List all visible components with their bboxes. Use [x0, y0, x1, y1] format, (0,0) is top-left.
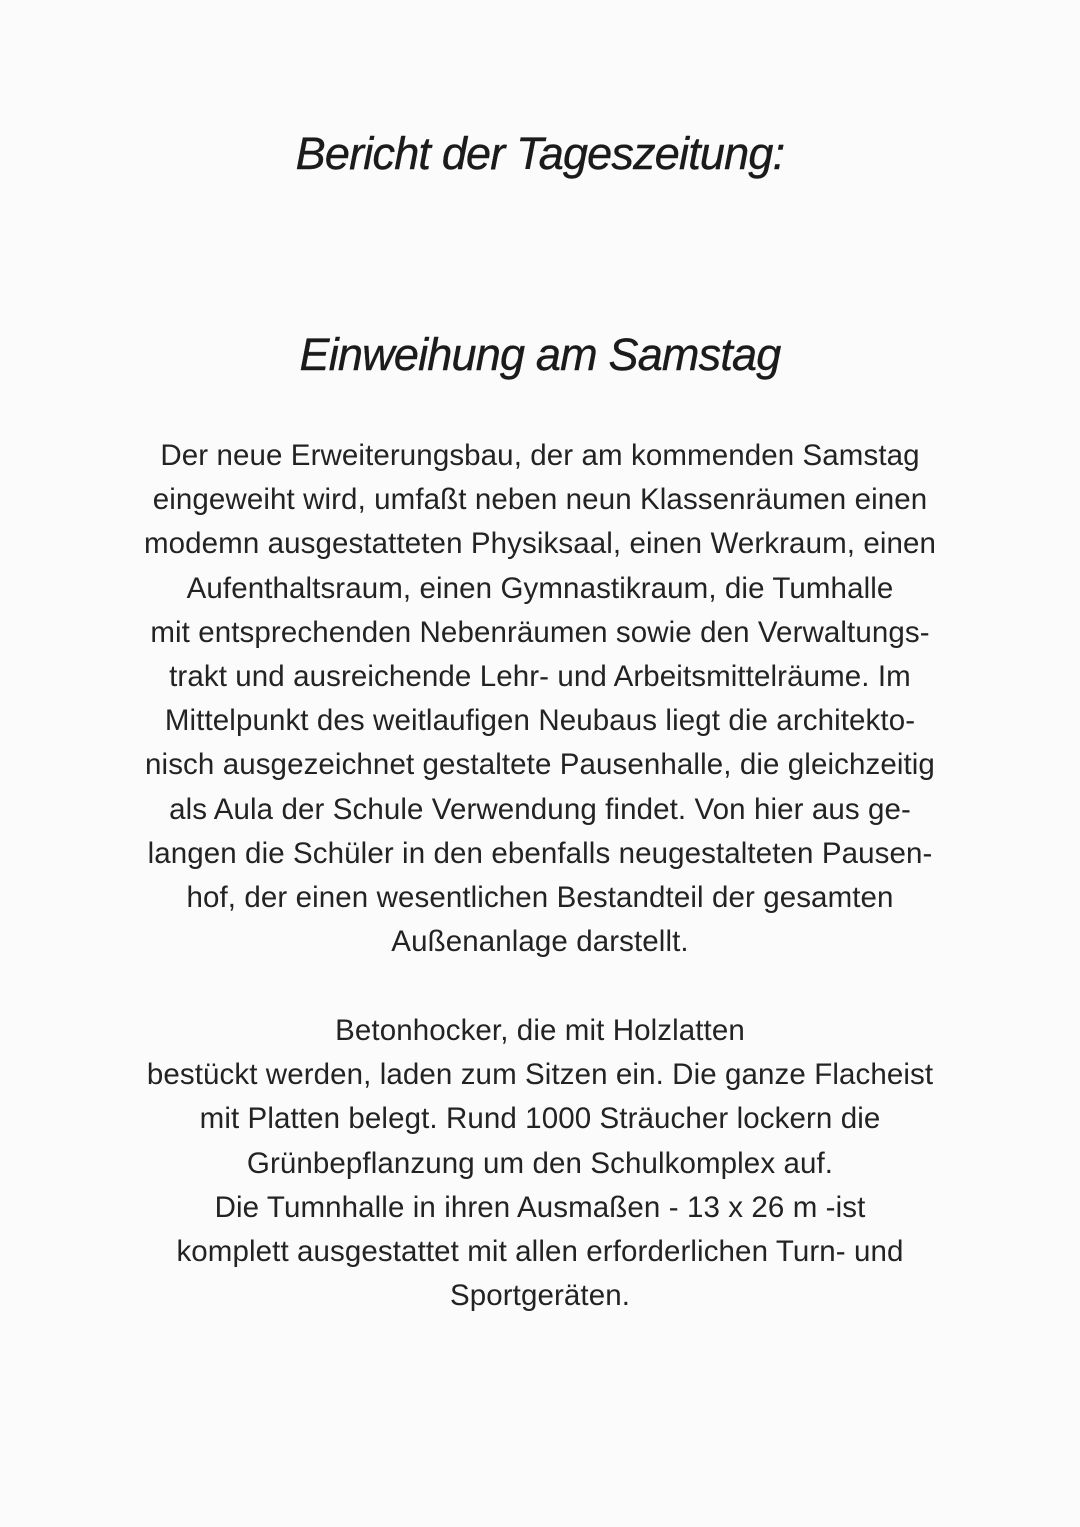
- document-title: Bericht der Tageszeitung:: [295, 128, 785, 179]
- text-line: Betonhocker, die mit Holzlatten: [335, 1014, 745, 1047]
- text-line: Die Tumnhalle in ihren Ausmaßen - 13 x 26 m -ist: [214, 1190, 866, 1224]
- text-line: mit entsprechenden Nebenräumen sowie den Verwaltungs-: [150, 615, 930, 649]
- text-line: nisch ausgezeichnet gestaltete Pausenhalle, die gleichzeitig: [145, 748, 935, 782]
- text-line: mit Platten belegt. Rund 1000 Sträucher lockern die: [199, 1102, 881, 1136]
- paragraph-1: [0, 434, 1080, 964]
- text-line: bestückt werden, laden zum Sitzen ein. Die ganze Flacheist: [146, 1058, 934, 1092]
- text-line: langen die Schüler in den ebenfalls neugestalteten Pausen-: [147, 836, 933, 870]
- text-line: hof, der einen wesentlichen Bestandteil der gesamten: [186, 881, 894, 915]
- document-subtitle: Einweihung am Samstag: [299, 329, 781, 380]
- text-line: Außenanlage darstellt.: [391, 925, 689, 959]
- text-line: Sportgeräten.: [449, 1279, 631, 1313]
- text-line: komplett ausgestattet mit allen erforderlichen Turn- und: [176, 1235, 904, 1269]
- text-line: Aufenthaltsraum, einen Gymnastikraum, die Tumhalle: [186, 571, 894, 605]
- paragraph-2: [0, 1009, 1080, 1318]
- text-line: Grünbepflanzung um den Schulkomplex auf.: [246, 1146, 834, 1180]
- text-line: modemn ausgestatteten Physiksaal, einen Werkraum, einen: [143, 527, 937, 561]
- text-line: Der neue Erweiterungsbau, der am kommenden Samstag: [160, 439, 920, 472]
- text-line: trakt und ausreichende Lehr- und Arbeitsmittelräume. Im: [169, 660, 911, 694]
- text-line: als Aula der Schule Verwendung findet. Von hier aus ge-: [169, 792, 911, 826]
- text-line: eingeweiht wird, umfaßt neben neun Klassenräumen einen: [152, 483, 928, 517]
- text-line: Mittelpunkt des weitlaufigen Neubaus liegt die architekto-: [164, 704, 916, 738]
